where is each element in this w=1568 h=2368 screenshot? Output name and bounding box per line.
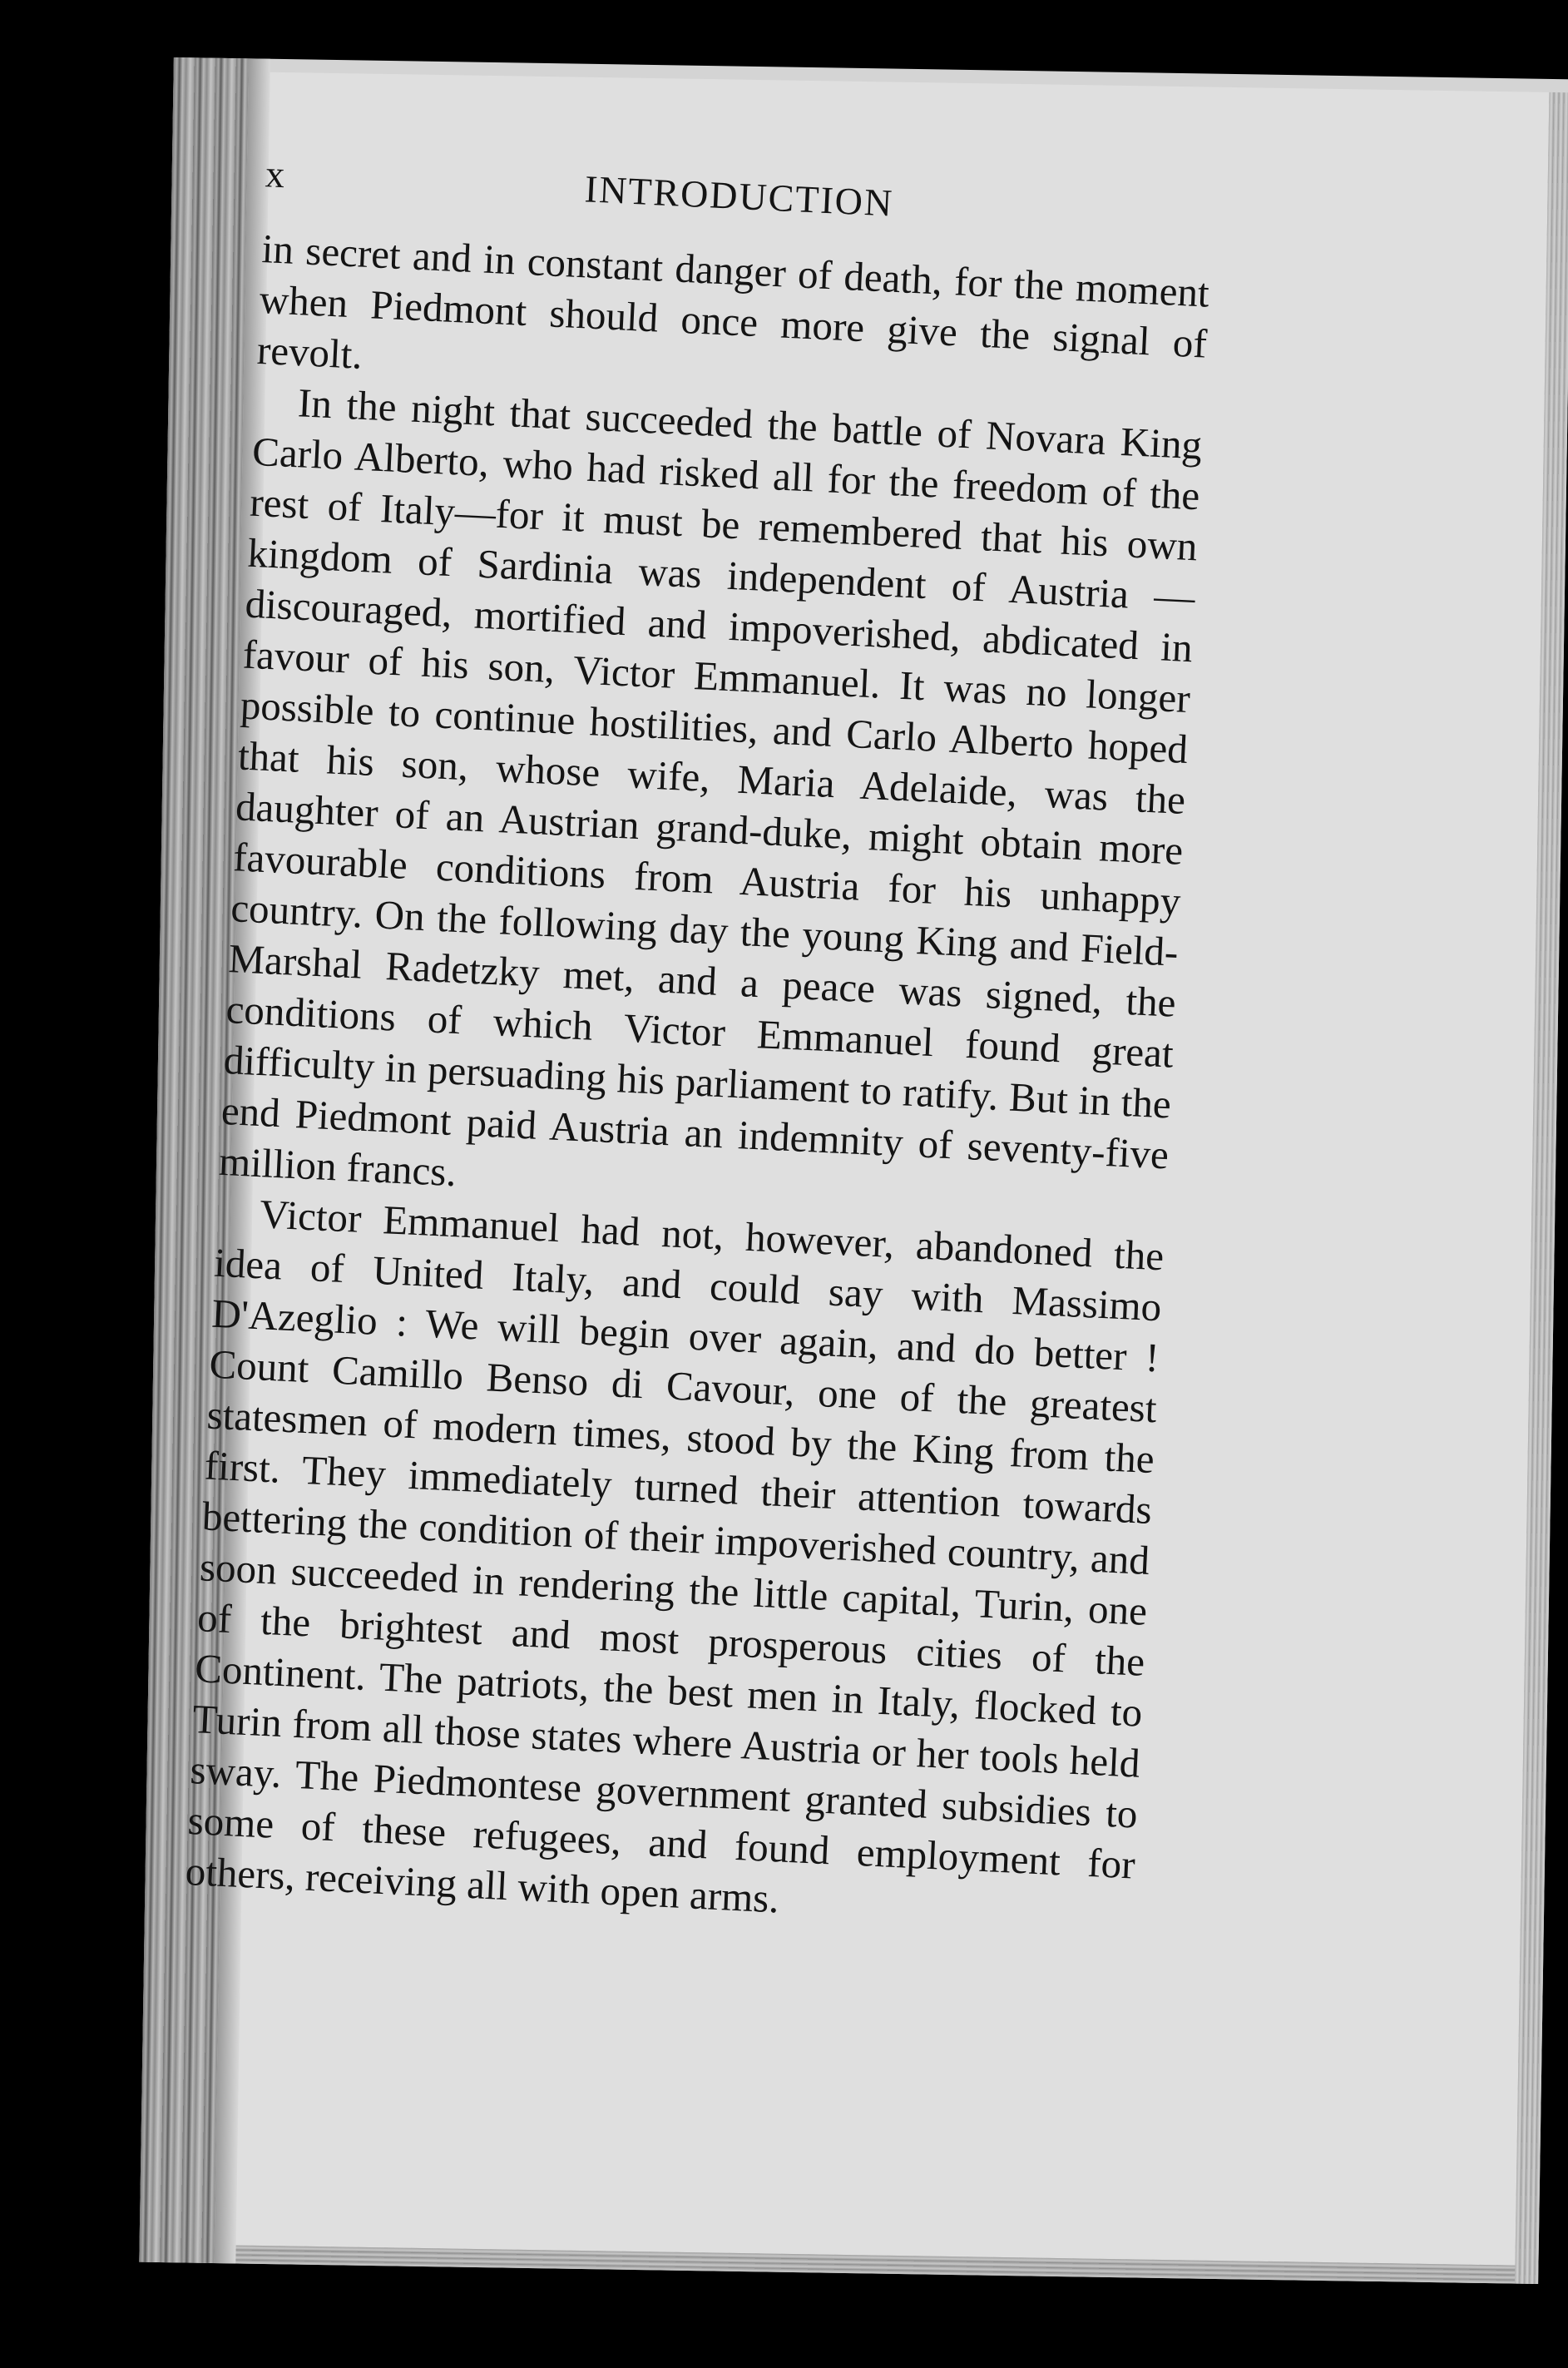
page-text — [185, 148, 1214, 1940]
running-head-title: INTRODUCTION — [583, 167, 895, 225]
paragraph-3: Victor Emmanuel had not, however, abandoned the idea of United Italy, and could say with Massimo D'Azeglio : We will begin over again, and do better ! Count Camillo Benso di Cavour, one of the greatest statesmen of modern times, stood by the King from the first. They immediately turned their attention towards bettering the condition of their impoverished country, and soon succeeded in rendering the little capital, Turin, one of the brightest and most prosperous cities of the Continent. The patriots, the best men in Italy, flocked to Turin from all those states where Austria or her tools held sway. The Piedmontese government granted subsidies to some of these refugees, and found employment for others, receiving all with open arms. — [184, 1191, 1165, 1922]
paragraph-1: in secret and in constant danger of death, for the moment when Piedmont should once more give the signal of revolt. — [255, 225, 1210, 378]
paragraph-2: In the night that succeeded the battle of Novara King Carlo Alberto, who had risked all for the freedom of the rest of Italy—for it must be remembered that his own kingdom of Sardinia was independent of Austria —discouraged, mortified and impoverished, abdicated in favour of his son, Victor Emmanuel. It was no longer possible to continue hostilities, and Carlo Alberto hoped that his son, whose wife, Maria Adelaide, was the daughter of an Austrian grand-duke, might obtain more favourable conditions from Austria for his unhappy country. On the following day the young King and Field-Marshal Radetzky met, and a peace was signed, the conditions of which Victor Emmanuel found great difficulty in persuading his parliament to ratify. But in the end Piedmont paid Austria an indemnity of seventy-five million francs. — [217, 379, 1204, 1196]
page-number: x — [264, 152, 288, 196]
